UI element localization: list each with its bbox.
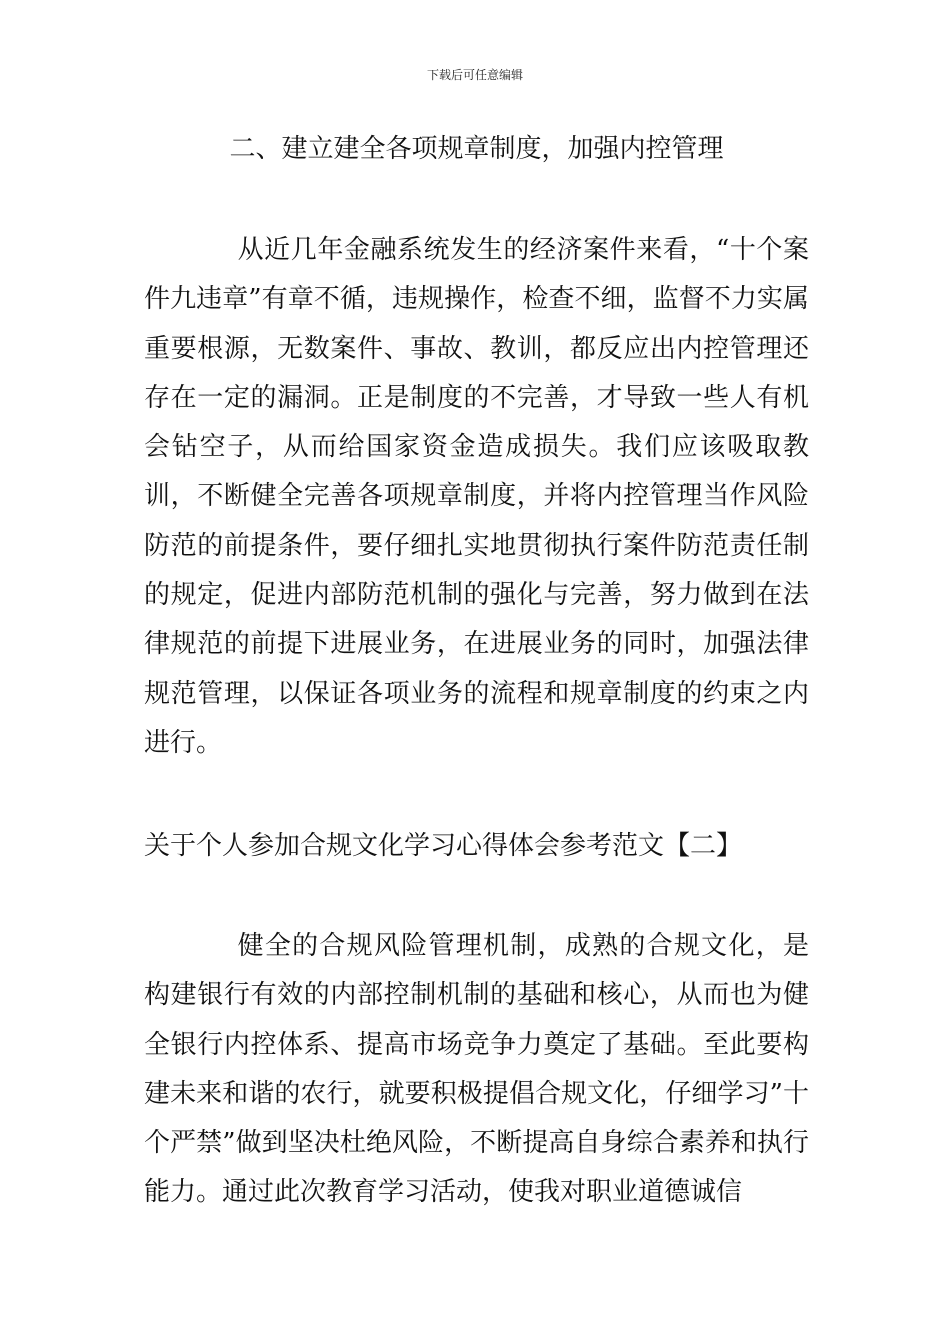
section-paragraph: 从近几年金融系统发生的经济案件来看，“十个案件九违章”有章不循，违规操作，检查不细，监督不力实属重要根源，无数案件、事故、教训，都反应出内控管理还存在一定的漏洞。正是制度的不完善，才导致一些人有机会钻空子，从而给国家资金造成损失。我们应该吸取教训，不断健全完善各项规章制度，并将内控管理当作风险防范的前提条件，要仔细扎实地贯彻执行案件防范责任制的规定，促进内部防范机制的强化与完善，努力做到在法律规范的前提下进展业务，在进展业务的同时，加强法律规范管理，以保证各项业务的流程和规章制度的约束之内进行。 bbox=[144, 235, 809, 758]
article-title: 关于个人参加合规文化学习心得体会参考范文【二】 bbox=[144, 831, 743, 861]
header-note: 下载后可任意编辑 bbox=[426, 68, 523, 82]
article-paragraph: 健全的合规风险管理机制，成熟的合规文化，是构建银行有效的内部控制机制的基础和核心，从而也为健全银行内控体系、提高市场竞争力奠定了基础。至此要构建未来和谐的农行，就要积极提倡合规文化，仔细学习”十个严禁”做到坚决杜绝风险，不断提高自身综合素养和执行能力。通过此次教育学习活动，使我对职业道德诚信 bbox=[144, 931, 809, 1208]
section-heading: 二、建立建全各项规章制度，加强内控管理 bbox=[229, 134, 724, 164]
